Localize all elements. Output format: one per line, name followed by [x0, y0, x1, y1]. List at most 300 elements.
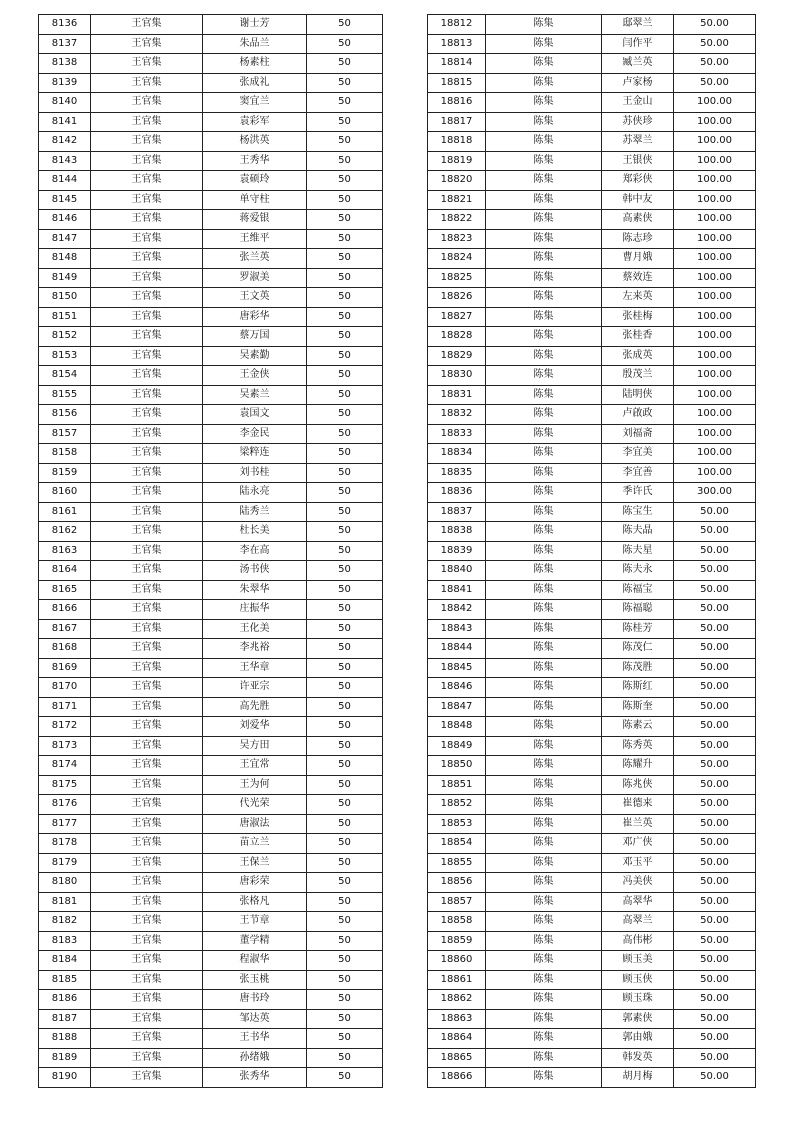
amount-cell: 50	[307, 73, 383, 93]
village-cell: 陈集	[486, 502, 602, 522]
village-cell: 陈集	[486, 970, 602, 990]
table-row	[428, 190, 756, 210]
row-number-cell: 8170	[39, 678, 91, 698]
row-number-cell: 18865	[428, 1048, 486, 1068]
person-name-cell: 苗立兰	[203, 834, 307, 854]
table-row	[39, 619, 383, 639]
amount-cell: 50	[307, 775, 383, 795]
person-name-cell: 许亚宗	[203, 678, 307, 698]
village-cell: 王官集	[91, 853, 203, 873]
table-row	[428, 307, 756, 327]
table-row	[428, 834, 756, 854]
village-cell: 陈集	[486, 171, 602, 191]
amount-cell: 50	[307, 970, 383, 990]
person-name-cell: 卢啟政	[602, 405, 674, 425]
person-name-cell: 高素侠	[602, 210, 674, 230]
table-row	[428, 34, 756, 54]
row-number-cell: 8182	[39, 912, 91, 932]
person-name-cell: 陈茂仁	[602, 639, 674, 659]
table-row	[39, 541, 383, 561]
village-cell: 王官集	[91, 73, 203, 93]
village-cell: 王官集	[91, 1068, 203, 1088]
person-name-cell: 代光荣	[203, 795, 307, 815]
amount-cell: 50.00	[674, 892, 756, 912]
person-name-cell: 朱品兰	[203, 34, 307, 54]
person-name-cell: 吴素兰	[203, 385, 307, 405]
person-name-cell: 王节章	[203, 912, 307, 932]
amount-cell: 50.00	[674, 912, 756, 932]
row-number-cell: 8158	[39, 444, 91, 464]
amount-cell: 50.00	[674, 931, 756, 951]
person-name-cell: 刘福斋	[602, 424, 674, 444]
table-row	[39, 697, 383, 717]
row-number-cell: 18866	[428, 1068, 486, 1088]
village-cell: 陈集	[486, 385, 602, 405]
person-name-cell: 张桂香	[602, 327, 674, 347]
table-row	[428, 658, 756, 678]
village-cell: 陈集	[486, 190, 602, 210]
amount-cell: 100.00	[674, 444, 756, 464]
village-cell: 陈集	[486, 1068, 602, 1088]
amount-cell: 50.00	[674, 639, 756, 659]
amount-cell: 100.00	[674, 405, 756, 425]
table-row	[428, 249, 756, 269]
amount-cell: 50	[307, 873, 383, 893]
amount-cell: 50.00	[674, 658, 756, 678]
table-row	[39, 1068, 383, 1088]
table-row	[428, 15, 756, 35]
person-name-cell: 李兆裕	[203, 639, 307, 659]
row-number-cell: 8164	[39, 561, 91, 581]
village-cell: 陈集	[486, 73, 602, 93]
person-name-cell: 唐淑法	[203, 814, 307, 834]
row-number-cell: 8168	[39, 639, 91, 659]
amount-cell: 50.00	[674, 990, 756, 1010]
row-number-cell: 8174	[39, 756, 91, 776]
person-name-cell: 蔡效连	[602, 268, 674, 288]
person-name-cell: 崔兰英	[602, 814, 674, 834]
amount-cell: 50.00	[674, 1029, 756, 1049]
amount-cell: 50.00	[674, 522, 756, 542]
person-name-cell: 邹达英	[203, 1009, 307, 1029]
row-number-cell: 18825	[428, 268, 486, 288]
person-name-cell: 李宜善	[602, 463, 674, 483]
amount-cell: 50.00	[674, 736, 756, 756]
amount-cell: 50	[307, 502, 383, 522]
row-number-cell: 18841	[428, 580, 486, 600]
amount-cell: 50	[307, 132, 383, 152]
village-cell: 王官集	[91, 717, 203, 737]
table-row	[39, 229, 383, 249]
table-row	[428, 366, 756, 386]
amount-cell: 50.00	[674, 814, 756, 834]
amount-cell: 100.00	[674, 210, 756, 230]
amount-cell: 50	[307, 249, 383, 269]
row-number-cell: 18827	[428, 307, 486, 327]
row-number-cell: 18832	[428, 405, 486, 425]
amount-cell: 50	[307, 444, 383, 464]
amount-cell: 50.00	[674, 873, 756, 893]
person-name-cell: 庄振华	[203, 600, 307, 620]
row-number-cell: 18816	[428, 93, 486, 113]
person-name-cell: 谢士芳	[203, 15, 307, 35]
village-cell: 王官集	[91, 834, 203, 854]
amount-cell: 300.00	[674, 483, 756, 503]
table-row	[39, 951, 383, 971]
row-number-cell: 18848	[428, 717, 486, 737]
person-name-cell: 苏翠兰	[602, 132, 674, 152]
person-name-cell: 高先胜	[203, 697, 307, 717]
person-name-cell: 梁粹连	[203, 444, 307, 464]
row-number-cell: 18822	[428, 210, 486, 230]
person-name-cell: 邸翠兰	[602, 15, 674, 35]
village-cell: 陈集	[486, 444, 602, 464]
person-name-cell: 卢家杨	[602, 73, 674, 93]
person-name-cell: 崔德来	[602, 795, 674, 815]
village-cell: 王官集	[91, 34, 203, 54]
row-number-cell: 18820	[428, 171, 486, 191]
village-cell: 王官集	[91, 288, 203, 308]
amount-cell: 50.00	[674, 717, 756, 737]
table-row	[39, 561, 383, 581]
row-number-cell: 8176	[39, 795, 91, 815]
village-cell: 王官集	[91, 1048, 203, 1068]
row-number-cell: 8172	[39, 717, 91, 737]
table-row	[428, 873, 756, 893]
table-row	[428, 1048, 756, 1068]
table-row	[39, 1048, 383, 1068]
row-number-cell: 8184	[39, 951, 91, 971]
table-row	[39, 268, 383, 288]
table-row	[39, 73, 383, 93]
village-cell: 陈集	[486, 112, 602, 132]
table-row	[39, 756, 383, 776]
person-name-cell: 窦宜兰	[203, 93, 307, 113]
table-row	[428, 73, 756, 93]
table-row	[39, 775, 383, 795]
amount-cell: 50.00	[674, 619, 756, 639]
village-cell: 王官集	[91, 444, 203, 464]
person-name-cell: 郭素侠	[602, 1009, 674, 1029]
village-cell: 陈集	[486, 93, 602, 113]
table-row	[428, 229, 756, 249]
amount-cell: 50	[307, 1068, 383, 1088]
village-cell: 陈集	[486, 678, 602, 698]
table-row	[428, 600, 756, 620]
person-name-cell: 王保兰	[203, 853, 307, 873]
row-number-cell: 8152	[39, 327, 91, 347]
person-name-cell: 曹月娥	[602, 249, 674, 269]
table-row	[39, 1009, 383, 1029]
village-cell: 陈集	[486, 853, 602, 873]
person-name-cell: 左来英	[602, 288, 674, 308]
amount-cell: 50	[307, 795, 383, 815]
village-cell: 陈集	[486, 1009, 602, 1029]
person-name-cell: 王维平	[203, 229, 307, 249]
amount-cell: 50.00	[674, 834, 756, 854]
row-number-cell: 18855	[428, 853, 486, 873]
amount-cell: 50	[307, 93, 383, 113]
village-cell: 王官集	[91, 541, 203, 561]
amount-cell: 50.00	[674, 580, 756, 600]
table-row	[39, 717, 383, 737]
row-number-cell: 18821	[428, 190, 486, 210]
row-number-cell: 8151	[39, 307, 91, 327]
row-number-cell: 18843	[428, 619, 486, 639]
row-number-cell: 18862	[428, 990, 486, 1010]
row-number-cell: 8139	[39, 73, 91, 93]
row-number-cell: 18833	[428, 424, 486, 444]
table-row	[39, 444, 383, 464]
table-row	[39, 424, 383, 444]
village-cell: 王官集	[91, 15, 203, 35]
village-cell: 陈集	[486, 912, 602, 932]
amount-cell: 100.00	[674, 327, 756, 347]
row-number-cell: 8149	[39, 268, 91, 288]
table-row	[428, 853, 756, 873]
table-row	[39, 892, 383, 912]
amount-cell: 50	[307, 931, 383, 951]
village-cell: 陈集	[486, 34, 602, 54]
table-row	[428, 444, 756, 464]
person-name-cell: 胡月梅	[602, 1068, 674, 1088]
village-cell: 王官集	[91, 54, 203, 74]
person-name-cell: 苏侠珍	[602, 112, 674, 132]
table-row	[428, 795, 756, 815]
table-row	[428, 288, 756, 308]
row-number-cell: 18857	[428, 892, 486, 912]
person-name-cell: 陈夫晶	[602, 522, 674, 542]
amount-cell: 50	[307, 717, 383, 737]
village-cell: 王官集	[91, 912, 203, 932]
row-number-cell: 8146	[39, 210, 91, 230]
table-row	[428, 151, 756, 171]
table-row	[428, 1029, 756, 1049]
row-number-cell: 8178	[39, 834, 91, 854]
table-row	[428, 1068, 756, 1088]
table-row	[428, 892, 756, 912]
right-roster-table	[427, 14, 756, 1088]
table-row	[428, 931, 756, 951]
village-cell: 王官集	[91, 366, 203, 386]
table-row	[39, 210, 383, 230]
village-cell: 陈集	[486, 873, 602, 893]
row-number-cell: 8181	[39, 892, 91, 912]
village-cell: 王官集	[91, 619, 203, 639]
row-number-cell: 8145	[39, 190, 91, 210]
person-name-cell: 韩发英	[602, 1048, 674, 1068]
village-cell: 王官集	[91, 112, 203, 132]
row-number-cell: 18840	[428, 561, 486, 581]
row-number-cell: 8169	[39, 658, 91, 678]
person-name-cell: 季许氏	[602, 483, 674, 503]
table-row	[39, 385, 383, 405]
village-cell: 陈集	[486, 892, 602, 912]
person-name-cell: 王金山	[602, 93, 674, 113]
table-row	[428, 814, 756, 834]
row-number-cell: 8160	[39, 483, 91, 503]
amount-cell: 50	[307, 1009, 383, 1029]
table-row	[39, 853, 383, 873]
village-cell: 王官集	[91, 697, 203, 717]
row-number-cell: 18812	[428, 15, 486, 35]
amount-cell: 50	[307, 1029, 383, 1049]
amount-cell: 50	[307, 463, 383, 483]
village-cell: 陈集	[486, 346, 602, 366]
village-cell: 王官集	[91, 346, 203, 366]
table-row	[428, 678, 756, 698]
amount-cell: 100.00	[674, 288, 756, 308]
person-name-cell: 高伟彬	[602, 931, 674, 951]
table-row	[428, 54, 756, 74]
village-cell: 陈集	[486, 229, 602, 249]
row-number-cell: 18830	[428, 366, 486, 386]
table-row	[39, 249, 383, 269]
village-cell: 王官集	[91, 229, 203, 249]
person-name-cell: 孙绪娥	[203, 1048, 307, 1068]
row-number-cell: 18856	[428, 873, 486, 893]
amount-cell: 50	[307, 639, 383, 659]
amount-cell: 50	[307, 210, 383, 230]
row-number-cell: 18851	[428, 775, 486, 795]
row-number-cell: 8136	[39, 15, 91, 35]
amount-cell: 50	[307, 268, 383, 288]
row-number-cell: 8137	[39, 34, 91, 54]
village-cell: 陈集	[486, 405, 602, 425]
table-row	[428, 171, 756, 191]
table-row	[39, 171, 383, 191]
table-row	[39, 15, 383, 35]
village-cell: 王官集	[91, 171, 203, 191]
table-row	[428, 346, 756, 366]
amount-cell: 50	[307, 405, 383, 425]
village-cell: 陈集	[486, 931, 602, 951]
table-row	[428, 132, 756, 152]
person-name-cell: 张桂梅	[602, 307, 674, 327]
person-name-cell: 高翠兰	[602, 912, 674, 932]
village-cell: 王官集	[91, 970, 203, 990]
row-number-cell: 18861	[428, 970, 486, 990]
amount-cell: 50	[307, 346, 383, 366]
village-cell: 陈集	[486, 327, 602, 347]
amount-cell: 50	[307, 951, 383, 971]
amount-cell: 50.00	[674, 1068, 756, 1088]
amount-cell: 50	[307, 912, 383, 932]
amount-cell: 50	[307, 229, 383, 249]
person-name-cell: 邓玉平	[602, 853, 674, 873]
table-row	[428, 541, 756, 561]
amount-cell: 50	[307, 1048, 383, 1068]
person-name-cell: 高翠华	[602, 892, 674, 912]
person-name-cell: 吴素勤	[203, 346, 307, 366]
village-cell: 王官集	[91, 795, 203, 815]
person-name-cell: 韩中友	[602, 190, 674, 210]
table-row	[39, 132, 383, 152]
person-name-cell: 王秀华	[203, 151, 307, 171]
village-cell: 陈集	[486, 366, 602, 386]
row-number-cell: 8142	[39, 132, 91, 152]
village-cell: 王官集	[91, 327, 203, 347]
person-name-cell: 刘书桂	[203, 463, 307, 483]
table-row	[428, 210, 756, 230]
row-number-cell: 8154	[39, 366, 91, 386]
table-row	[428, 385, 756, 405]
table-row	[39, 1029, 383, 1049]
village-cell: 王官集	[91, 951, 203, 971]
person-name-cell: 殷茂兰	[602, 366, 674, 386]
table-row	[39, 463, 383, 483]
village-cell: 陈集	[486, 600, 602, 620]
person-name-cell: 单守柱	[203, 190, 307, 210]
row-number-cell: 8171	[39, 697, 91, 717]
amount-cell: 100.00	[674, 229, 756, 249]
row-number-cell: 8148	[39, 249, 91, 269]
village-cell: 陈集	[486, 522, 602, 542]
amount-cell: 50	[307, 658, 383, 678]
table-row	[39, 190, 383, 210]
amount-cell: 50.00	[674, 561, 756, 581]
row-number-cell: 18847	[428, 697, 486, 717]
person-name-cell: 杜长美	[203, 522, 307, 542]
village-cell: 王官集	[91, 736, 203, 756]
village-cell: 陈集	[486, 658, 602, 678]
person-name-cell: 吴方田	[203, 736, 307, 756]
person-name-cell: 陈素云	[602, 717, 674, 737]
amount-cell: 50	[307, 814, 383, 834]
person-name-cell: 袁彩军	[203, 112, 307, 132]
amount-cell: 50.00	[674, 1009, 756, 1029]
table-row	[39, 873, 383, 893]
person-name-cell: 王华章	[203, 658, 307, 678]
amount-cell: 50.00	[674, 775, 756, 795]
person-name-cell: 陈耀升	[602, 756, 674, 776]
row-number-cell: 8140	[39, 93, 91, 113]
table-row	[428, 756, 756, 776]
table-row	[428, 268, 756, 288]
village-cell: 陈集	[486, 951, 602, 971]
village-cell: 王官集	[91, 522, 203, 542]
amount-cell: 50.00	[674, 853, 756, 873]
table-row	[428, 990, 756, 1010]
person-name-cell: 张玉桃	[203, 970, 307, 990]
row-number-cell: 8157	[39, 424, 91, 444]
row-number-cell: 18824	[428, 249, 486, 269]
amount-cell: 50	[307, 892, 383, 912]
table-row	[39, 795, 383, 815]
amount-cell: 50.00	[674, 600, 756, 620]
person-name-cell: 朱翠华	[203, 580, 307, 600]
amount-cell: 50	[307, 483, 383, 503]
amount-cell: 50.00	[674, 502, 756, 522]
village-cell: 陈集	[486, 268, 602, 288]
person-name-cell: 陈福聪	[602, 600, 674, 620]
table-row	[39, 366, 383, 386]
amount-cell: 50	[307, 288, 383, 308]
row-number-cell: 18815	[428, 73, 486, 93]
amount-cell: 100.00	[674, 249, 756, 269]
village-cell: 王官集	[91, 775, 203, 795]
amount-cell: 50.00	[674, 15, 756, 35]
person-name-cell: 李宜美	[602, 444, 674, 464]
amount-cell: 50	[307, 34, 383, 54]
village-cell: 陈集	[486, 151, 602, 171]
person-name-cell: 蔡万国	[203, 327, 307, 347]
village-cell: 陈集	[486, 424, 602, 444]
village-cell: 陈集	[486, 15, 602, 35]
amount-cell: 100.00	[674, 463, 756, 483]
village-cell: 王官集	[91, 580, 203, 600]
row-number-cell: 8167	[39, 619, 91, 639]
